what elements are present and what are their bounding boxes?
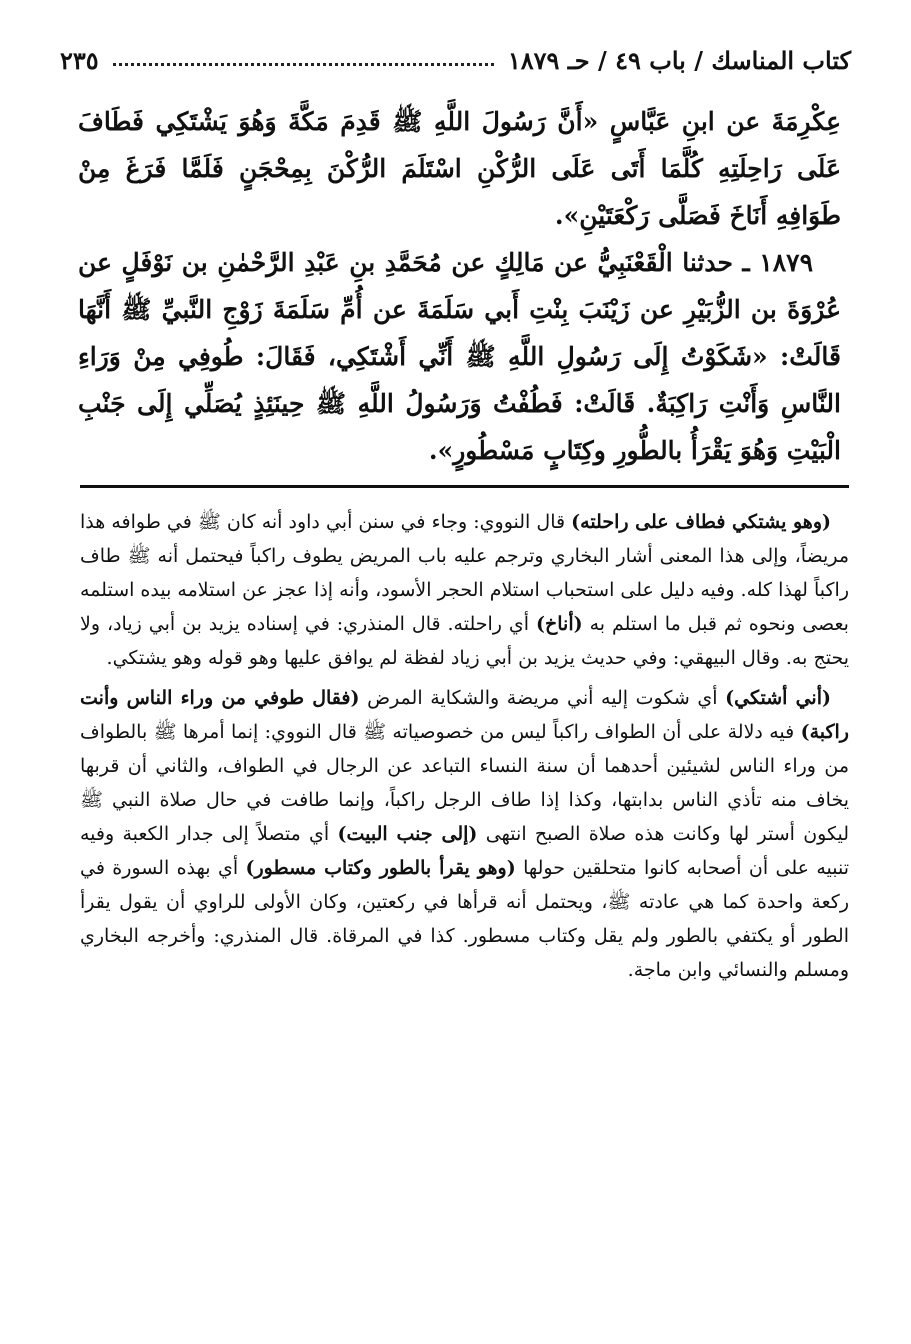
- note-text: أي راحلته. قال المنذري: في إسناده يزيد بن أبي زياد، ولا يحتج به. وقال البيهقي: وفي حديث يزيد بن أبي زياد لفظة لم يوافق عليها وهو قوله وهو يشتكي.: [80, 613, 849, 669]
- hadith-text: [78, 98, 841, 474]
- note-heading: (أني أشتكي): [725, 687, 831, 709]
- hadith-paragraph-1: عِكْرِمَةَ عن ابنِ عَبَّاسٍ «أَنَّ رَسُولَ اللَّهِ ﷺ قَدِمَ مَكَّةَ وَهُوَ يَشْتَكِي فَطَافَ عَلَى رَاحِلَتِهِ كُلَّمَا أَتَى عَلَى الرُّكْنِ اسْتَلَمَ الرُّكْنَ بِمِحْجَنٍ فَلَمَّا فَرَغَ مِنْ طَوَافِهِ أَنَاخَ فَصَلَّى رَكْعَتَيْنِ».: [78, 107, 841, 230]
- commentary-notes: [80, 505, 849, 993]
- note-text: أي متصلاً إلى جدار الكعبة وفيه تنبيه على أن أصحابه كانوا متحلقين حولها: [80, 823, 850, 879]
- note-text: أي بهذه السورة في ركعة واحدة كما هي عادته ﷺ، ويحتمل أنه قرأها في ركعتين، وكان الأولى للراوي أن يقول يقرأ الطور أو يكتفي بالطور ولم يقل وكتاب مسطور. كذا في المرقاة. قال المنذري: وأخرجه البخاري ومسلم والنسائي وابن ماجة.: [80, 857, 849, 981]
- note-heading: (فقال طوفي من وراء الناس وأنت راكبة): [80, 687, 849, 743]
- note-heading: (وهو يقرأ بالطور وكتاب مسطور): [245, 857, 516, 879]
- note-text: فيه دلالة على أن الطواف راكباً ليس من خصوصياته ﷺ قال النووي: إنما أمرها ﷺ بالطواف من وراء الناس لشيئين أحدهما أن سنة النساء التباعد عن الرجال في الطواف، والثاني أن قربها يخاف منه تأذي الناس بدابتها، وكذا إذا طاف الرجل راكباً، وإنما طافت في حال صلاة النبي ﷺ ليكون أستر لها وكانت هذه صلاة الصبح انتهى: [80, 721, 849, 845]
- header-dot-leader: [113, 63, 494, 66]
- commentary-paragraph-1: [80, 505, 849, 675]
- footnote-divider: [80, 485, 849, 488]
- note-text: أي شكوت إليه أني مريضة والشكاية المرض: [359, 687, 726, 709]
- note-heading: (إلى جنب البيت): [337, 823, 478, 845]
- running-header: [60, 40, 851, 80]
- page-number: ٢٣٥: [60, 45, 99, 75]
- commentary-paragraph-2: [80, 681, 849, 987]
- hadith-paragraph-2: ١٨٧٩ ـ حدثنا الْقَعْنَبِيُّ عن مَالِكٍ عن مُحَمَّدِ بنِ عَبْدِ الرَّحْمٰنِ بن نَوْفَلٍ عن عُرْوَةَ بن الزُّبَيْرِ عن زَيْنَبَ بِنْتِ أَبي سَلَمَةَ عن أُمِّ سَلَمَةَ زَوْجِ النَّبيِّ ﷺ أَنَّهَا قَالَتْ: «شَكَوْتُ إِلَى رَسُولِ اللَّهِ ﷺ أَنِّي أَشْتَكِي، فَقَالَ: طُوفِي مِنْ وَرَاءِ النَّاسِ وَأَنْتِ رَاكِبَةٌ. قَالَتْ: فَطُفْتُ وَرَسُولُ اللَّهِ ﷺ حِينَئِذٍ يُصَلِّي إِلَى جَنْبِ الْبَيْتِ وَهُوَ يَقْرَأُ بالطُّورِ وكِتَابٍ مَسْطُورٍ».: [78, 248, 841, 465]
- header-title: كتاب المناسك / باب ٤٩ / حـ ١٨٧٩: [507, 45, 851, 75]
- note-text: قال النووي: وجاء في سنن أبي داود أنه كان ﷺ في طوافه هذا مريضاً، وإلى هذا المعنى أشار البخاري وترجم عليه باب المريض يطوف راكباً فيحتمل أنه ﷺ طاف راكباً لهذا كله. وفيه دليل على استحباب استلام الحجر الأسود، وأنه إذا عجز عن استلامه بيده استلمه بعصى ونحوه ثم قبل ما استلم به: [80, 511, 849, 635]
- note-heading: (أناخ): [536, 613, 583, 635]
- note-heading: (وهو يشتكي فطاف على راحلته): [571, 511, 831, 533]
